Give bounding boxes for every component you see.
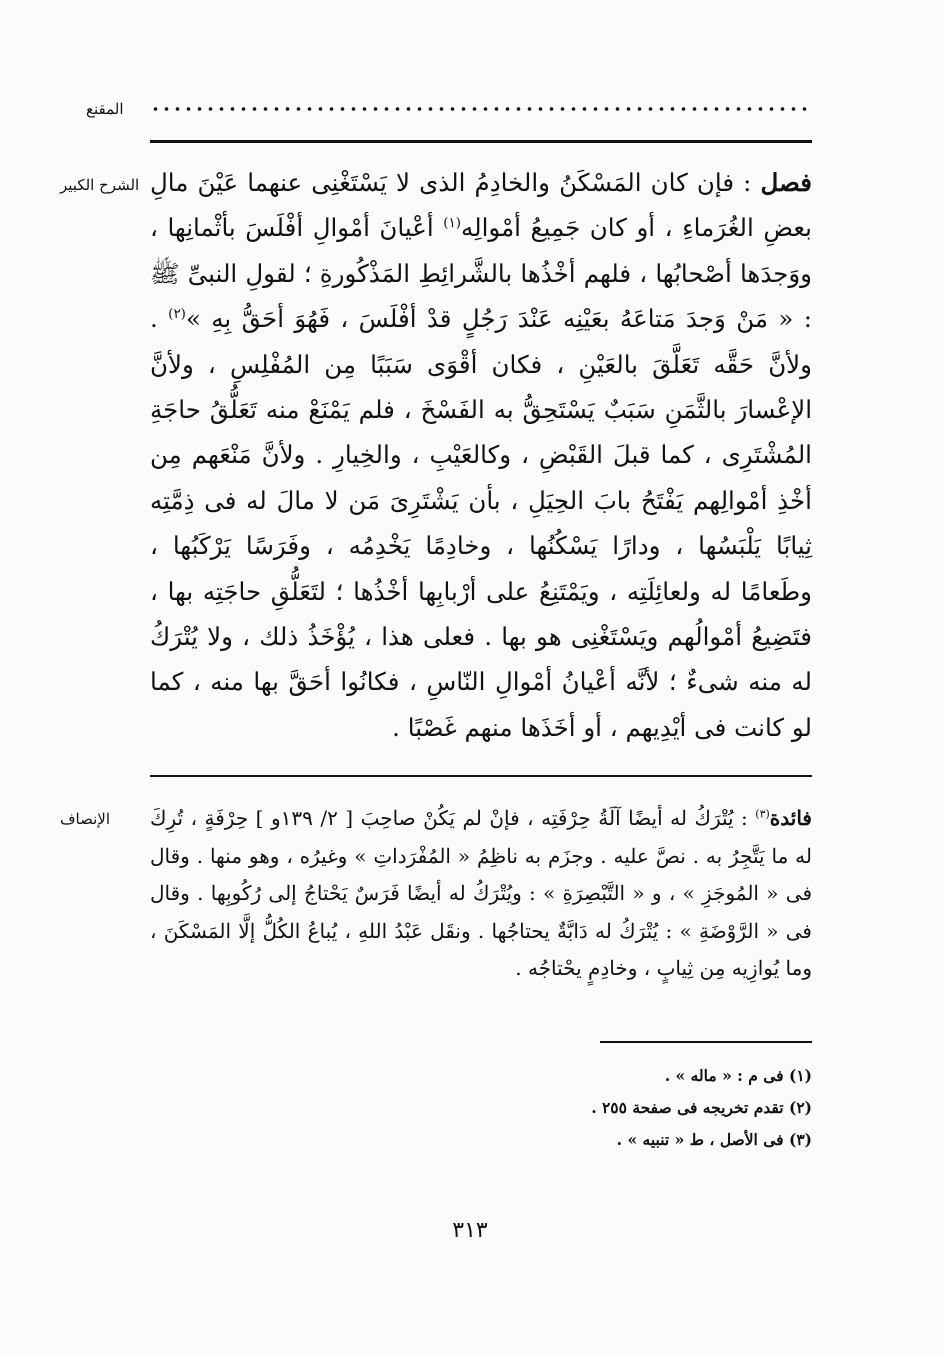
- margin-label-insaf: الإنصاف: [60, 810, 111, 828]
- page-number: ٣١٣: [452, 1218, 488, 1243]
- section-lead: فصل: [760, 168, 812, 197]
- footnote-1: (١) فى م : « ماله » .: [664, 1066, 812, 1085]
- header-rule: [150, 140, 812, 143]
- sharh-text-part-1: : فإن كان المَسْكَنُ والخادِمُ الذى لا يَسْتَغْنِى عنهما عَيْنَ مالِ بعضِ الغُرَماءِ ، أو كان جَمِيعُ أمْوالِه: [150, 168, 812, 243]
- footnote-ref-1[interactable]: (١): [443, 215, 461, 232]
- section-divider: [150, 775, 812, 777]
- insaf-paragraph: [150, 800, 812, 988]
- footnote-ref-3[interactable]: (٣): [755, 807, 770, 821]
- footnote-ref-2[interactable]: (٢): [168, 306, 186, 323]
- insaf-text-block: [150, 800, 812, 988]
- footnote-2: (٢) تقدم تخريجه فى صفحة ٢٥٥ .: [591, 1098, 812, 1117]
- footnotes: [150, 1060, 812, 1156]
- insaf-lead: فائدة: [769, 806, 812, 830]
- sharh-text-part-3: . ولأنَّ حَقَّه تَعَلَّقَ بالعَيْنِ ، فكان أقْوَى سَبَبًا مِن المُفْلِسِ ، ولأنَّ الإعْسارَ بالثَّمَنِ سَبَبٌ يَسْتَحِقُّ به الفَسْخَ ، فلم يَمْنَعْ منه تَعَلُّقُ حاجَةِ المُشْتَرِى ، كما قبلَ القَبْضِ ، وكالعَيْبِ ، والخِيارِ . ولأنَّ مَنْعَهم مِن أخْذِ أمْوالِهم يَفْتَحُ بابَ الحِيَلِ ، بأن يَشْتَرِىَ مَن لا مالَ له فى ذِمَّتِه ثِيابًا يَلْبَسُها ، ودارًا يَسْكُنُها ، وخادِمًا يَخْدِمُه ، وفَرَسًا يَرْكَبُها ، وطَعامًا له ولعائِلَتِه ، ويَمْتَنِعُ على أرْبابِها أخْذُها ؛ لتَعَلُّقِ حاجَتِه بها ، فتَضِيعُ أمْوالُهم ويَسْتَغْنِى هو بها . فعلى هذا ، يُؤْخَذُ ذلك ، ولا يُتْرَكُ له منه شىءٌ ؛ لأنَّه أعْيانُ أمْوالِ النّاسِ ، فكانُوا أحَقَّ بها منه ، كما لو كانت فى أيْدِيهم ، أو أخَذَها منهم غَصْبًا .: [150, 304, 812, 742]
- insaf-text: : يُتْرَكُ له أيضًا آلَةُ حِرْفَتِه ، فإنْ لم يَكُنْ صاحِبَ [ ٢/ ١٣٩و ] حِرْفَةٍ ، تُرِكَ له ما يَتَّجِرُ به . نصَّ عليه . وجزَم به ناظِمُ « المُفْرَداتِ » وغيرُه ، وهو منها . وقال فى « المُوجَزِ » ، و « التَّبْصِرَةِ » : ويُتْرَكُ له أيضًا فَرَسٌ يَحْتاجُ إلى رُكُوبِها . وقال فى « الرَّوْضَةِ » : يُتْرَكُ له دَابَّةٌ يحتاجُها . ونقَل عَبْدُ اللهِ ، يُباعُ الكُلُّ إلَّا المَسْكَنَ ، وما يُوازِيه مِن ثِيابٍ ، وخادِمٍ يحْتاجُه .: [150, 806, 812, 981]
- footnote-rule: [600, 1041, 812, 1043]
- header-dotted-line: [150, 104, 812, 114]
- sharh-paragraph: [150, 160, 812, 750]
- running-header-title: المقنع: [86, 100, 124, 118]
- margin-label-sharh: الشرح الكبير: [60, 176, 140, 194]
- sharh-text-block: [150, 160, 812, 750]
- footnote-3: (٣) فى الأصل ، ط « تنبيه » .: [616, 1130, 812, 1149]
- sharh-text-part-2: أعْيانَ أمْوالِ أفْلَسَ بأثْمانِها ، ووَجدَها أصْحابُها ، فلهم أخْذُها بالشَّرائِطِ المَذْكُورةِ ؛ لقولِ النبىِّ ﷺ : « مَنْ وَجدَ مَتاعَهُ بعَيْنِه عَنْدَ رَجُلٍ قدْ أفْلَسَ ، فَهُوَ أحَقُّ بِهِ »: [150, 213, 813, 334]
